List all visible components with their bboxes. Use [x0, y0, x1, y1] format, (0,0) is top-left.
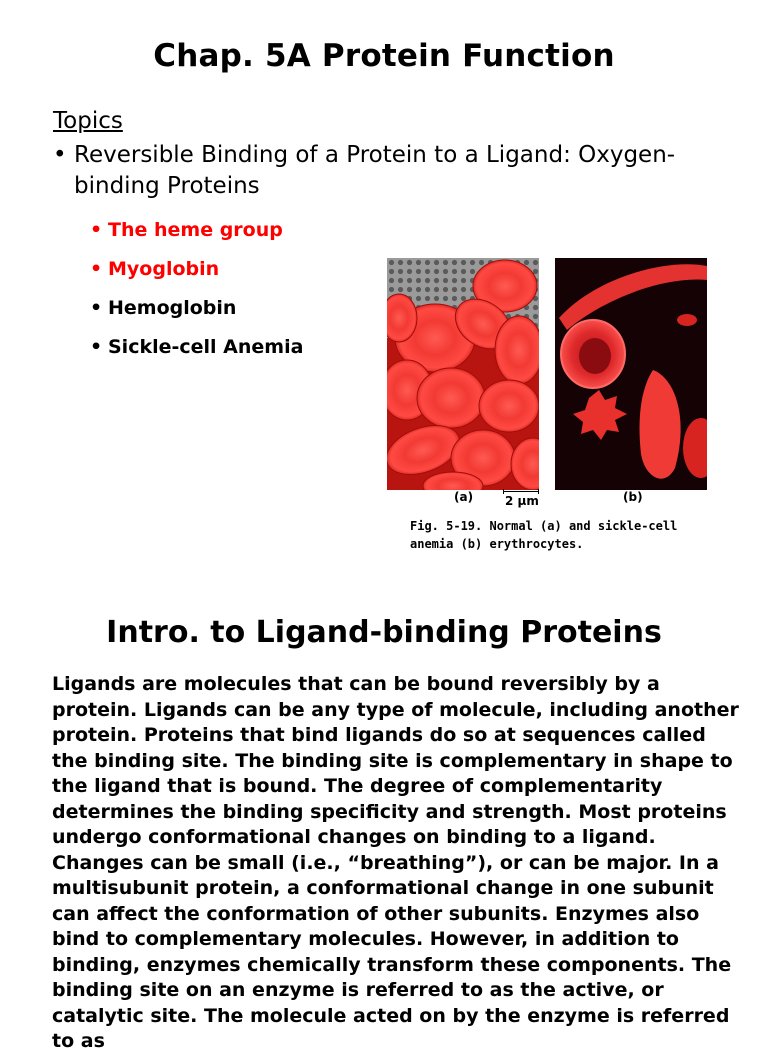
- panel-label-a: (a): [454, 490, 474, 504]
- slide-title: Chap. 5A Protein Function: [153, 38, 615, 74]
- figure-caption: Fig. 5-19. Normal (a) and sickle-cell anemia (b) erythrocytes.: [410, 519, 678, 551]
- sub-topic-sickle-cell: [90, 334, 303, 373]
- main-bullet: [53, 140, 693, 202]
- sub-topic-label: Myoglobin: [108, 258, 220, 280]
- section-title: Intro. to Ligand-binding Proteins: [106, 615, 662, 650]
- sub-topic-hemoglobin: [90, 295, 303, 334]
- sub-topic-label: Sickle-cell Anemia: [108, 336, 304, 358]
- bullet-dot: •: [90, 258, 103, 280]
- sickle-cell-erythrocytes-photo: [555, 258, 707, 490]
- bullet-dot: •: [53, 142, 67, 168]
- sub-topic-myoglobin: [90, 256, 303, 295]
- sub-topic-label: The heme group: [108, 219, 283, 241]
- bullet-dot: •: [90, 297, 103, 319]
- normal-erythrocytes-photo: [387, 258, 539, 490]
- normal-erythrocytes-illustration: [387, 258, 539, 490]
- scale-label: 2 µm: [505, 494, 539, 508]
- main-bullet-text: Reversible Binding of a Protein to a Ligand: Oxygen-binding Proteins: [74, 142, 676, 199]
- sub-topic-heme: [90, 217, 303, 256]
- scale-bar: [503, 491, 539, 492]
- bullet-dot: •: [90, 336, 103, 358]
- body-paragraph: Ligands are molecules that can be bound reversibly by a protein. Ligands can be any type of molecule, including another protein. Proteins that bind ligands do so at sequences called the binding site. The binding site is complementary in shape to the ligand that is bound. The degree of complementarity determines the binding specificity and strength. Most proteins undergo conformational changes on binding to a ligand. Changes can be small (i.e., “breathing”), or can be major. In a multisubunit protein, a conformational change in one subunit can affect the conformation of other subunits. Enzymes also bind to complementary molecules. However, in addition to binding, enzymes chemically transform these components. The binding site on an enzyme is referred to as the active, or catalytic site. The molecule acted on by the enzyme is referred to as: [52, 673, 739, 1052]
- panel-label-b: (b): [623, 490, 643, 504]
- topics-heading: Topics: [53, 108, 123, 134]
- sub-topic-list: [90, 217, 303, 373]
- sub-topic-label: Hemoglobin: [108, 297, 237, 319]
- bullet-dot: •: [90, 219, 103, 241]
- sickle-cell-illustration: [555, 258, 707, 490]
